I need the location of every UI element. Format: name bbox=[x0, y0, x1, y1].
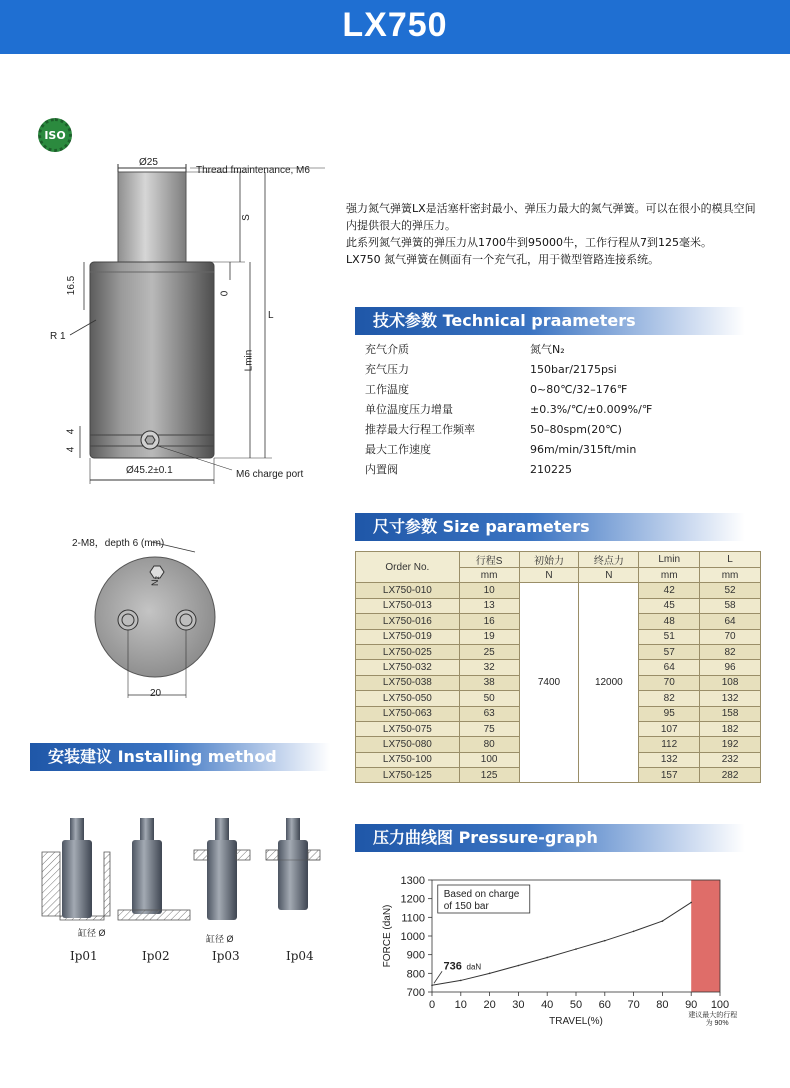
lmin-cell: 112 bbox=[639, 737, 700, 752]
order-cell: LX750-100 bbox=[356, 752, 460, 767]
spring-side-view bbox=[0, 150, 340, 500]
x-tick-label: 0 bbox=[428, 999, 436, 1011]
stroke-cell: 13 bbox=[459, 598, 519, 613]
lmin-cell: 64 bbox=[639, 660, 700, 675]
start-value-label: 736 bbox=[443, 960, 462, 973]
param-label: 充气压力 bbox=[365, 363, 409, 376]
table-header-row bbox=[356, 552, 761, 568]
stroke-cell: 50 bbox=[459, 691, 519, 706]
initial-force-cell: 7400 bbox=[519, 583, 579, 783]
y-tick-label: 700 bbox=[406, 987, 425, 999]
x-tick-label: 10 bbox=[454, 999, 467, 1011]
intro-line: 强力氮气弹簧LX是活塞杆密封最小、弹压力最大的氮气弹簧。可以在很小的模具空间内提供很大的弹压力。 bbox=[346, 202, 756, 232]
lmin-cell: 132 bbox=[639, 752, 700, 767]
length-cell: 82 bbox=[700, 644, 761, 659]
install-diagrams bbox=[40, 810, 340, 980]
stroke-cell: 19 bbox=[459, 629, 519, 644]
length-cell: 282 bbox=[700, 768, 761, 783]
stroke-cell: 38 bbox=[459, 675, 519, 690]
order-cell: LX750-125 bbox=[356, 768, 460, 783]
stroke-cell: 16 bbox=[459, 614, 519, 629]
force-curve-point bbox=[575, 948, 577, 950]
param-label: 充气介质 bbox=[365, 343, 409, 356]
param-label: 内置阀 bbox=[365, 463, 398, 476]
lmin-cell: 157 bbox=[639, 768, 700, 783]
length-cell: 192 bbox=[700, 737, 761, 752]
bore-note-ip03: 缸径 Ø bbox=[206, 934, 234, 944]
table-row bbox=[356, 583, 761, 598]
param-row bbox=[365, 360, 725, 380]
col-length: L bbox=[700, 552, 761, 568]
force-curve-point bbox=[460, 980, 462, 982]
order-cell: LX750-010 bbox=[356, 583, 460, 598]
param-row bbox=[365, 340, 725, 360]
x-tick-label: 80 bbox=[656, 999, 669, 1011]
lmin-cell: 82 bbox=[639, 691, 700, 706]
param-row bbox=[365, 380, 725, 400]
start-value-leader bbox=[434, 971, 442, 983]
length-cell: 158 bbox=[700, 706, 761, 721]
y-tick-label: 900 bbox=[406, 949, 425, 962]
size-params-header: 尺寸参数 Size parameters bbox=[355, 513, 745, 541]
final-force-cell: 12000 bbox=[579, 583, 639, 783]
force-curve-line bbox=[432, 902, 691, 985]
base-diameter-label: Ø45.2±0.1 bbox=[126, 465, 173, 476]
order-cell: LX750-019 bbox=[356, 629, 460, 644]
order-cell: LX750-025 bbox=[356, 644, 460, 659]
start-value-unit: daN bbox=[466, 962, 482, 972]
x-tick-label: 100 bbox=[710, 999, 730, 1011]
dim-16-5-label: 16.5 bbox=[66, 275, 78, 296]
radius-label: R 1 bbox=[50, 331, 66, 342]
force-curve-point bbox=[518, 965, 520, 967]
lmin-cell: 45 bbox=[639, 598, 700, 613]
force-curve-point bbox=[690, 902, 692, 904]
order-cell: LX750-038 bbox=[356, 675, 460, 690]
pressure-graph bbox=[380, 870, 780, 1040]
bottom-view-drawing bbox=[90, 530, 320, 710]
annotation-line: Based on charge bbox=[443, 889, 520, 900]
length-cell: 64 bbox=[700, 614, 761, 629]
stroke-label: S bbox=[240, 214, 252, 221]
order-cell: LX750-013 bbox=[356, 598, 460, 613]
force-curve-point bbox=[604, 940, 606, 942]
lmin-cell: 51 bbox=[639, 629, 700, 644]
y-tick-label: 1000 bbox=[400, 931, 425, 943]
param-value: 96m/min/315ft/min bbox=[530, 443, 637, 456]
unit-cell: mm bbox=[639, 568, 700, 583]
iso-badge-text: ISO bbox=[44, 128, 66, 142]
length-cell: 58 bbox=[700, 598, 761, 613]
col-initial-force: 初始力 bbox=[519, 552, 579, 568]
rod-diameter-label: Ø25 bbox=[139, 157, 158, 168]
lmin-label: Lmin bbox=[243, 349, 255, 372]
col-stroke: 行程S bbox=[459, 552, 519, 568]
side-view-drawing bbox=[0, 150, 340, 500]
order-cell: LX750-016 bbox=[356, 614, 460, 629]
intro-line: LX750 氮气弹簧在侧面有一个充气孔，用于微型管路连接系统。 bbox=[346, 253, 660, 266]
region-note-line: 为 90% bbox=[705, 1020, 729, 1027]
x-tick-label: 20 bbox=[483, 999, 496, 1011]
order-cell: LX750-050 bbox=[356, 691, 460, 706]
length-cell: 232 bbox=[700, 752, 761, 767]
stroke-cell: 10 bbox=[459, 583, 519, 598]
param-value: ±0.3%/℃/±0.009%/℉ bbox=[530, 403, 653, 416]
dim-0-label: 0 bbox=[219, 290, 231, 297]
x-tick-label: 90 bbox=[685, 999, 698, 1011]
charge-port-label: M6 charge port bbox=[236, 469, 304, 480]
param-row bbox=[365, 420, 725, 440]
x-tick-label: 50 bbox=[569, 999, 583, 1011]
param-value: 210225 bbox=[530, 463, 572, 476]
force-curve-point bbox=[662, 920, 664, 922]
x-tick-label: 60 bbox=[598, 999, 611, 1011]
length-cell: 108 bbox=[700, 675, 761, 690]
lmin-cell: 48 bbox=[639, 614, 700, 629]
lmin-cell: 42 bbox=[639, 583, 700, 598]
tech-params-header: 技术参数 Technical praameters bbox=[355, 307, 745, 335]
stroke-cell: 80 bbox=[459, 737, 519, 752]
pressure-chart bbox=[380, 870, 780, 1040]
bottom-view-note: 2-M8，depth 6 (mm) bbox=[72, 538, 165, 549]
param-label: 最大工作速度 bbox=[365, 443, 431, 456]
param-row bbox=[365, 460, 725, 480]
param-value: 0~80℃/32–176℉ bbox=[530, 383, 628, 396]
param-value: 50–80spm(20℃) bbox=[530, 423, 622, 436]
y-tick-label: 1300 bbox=[400, 875, 425, 887]
order-cell: LX750-032 bbox=[356, 660, 460, 675]
stroke-cell: 75 bbox=[459, 721, 519, 736]
unit-cell: mm bbox=[459, 568, 519, 583]
lmin-cell: 95 bbox=[639, 706, 700, 721]
size-table bbox=[355, 551, 761, 783]
intro-text bbox=[346, 200, 756, 268]
y-tick-label: 800 bbox=[406, 968, 425, 981]
region-note-line: 建议最大的行程 bbox=[688, 1012, 738, 1019]
dim-4-upper-label: 4 bbox=[65, 428, 77, 435]
dim-4-lower-label: 4 bbox=[65, 446, 77, 453]
y-axis-label: FORCE (daN) bbox=[382, 904, 393, 968]
install-label-ip03: Ip03 bbox=[212, 949, 240, 963]
x-tick-label: 40 bbox=[541, 999, 554, 1011]
param-row bbox=[365, 440, 725, 460]
annotation-line: of 150 bar bbox=[443, 901, 489, 912]
stroke-cell: 63 bbox=[459, 706, 519, 721]
hole-spacing-label: 20 bbox=[150, 688, 162, 699]
stroke-cell: 100 bbox=[459, 752, 519, 767]
force-curve-point bbox=[633, 931, 635, 933]
length-cell: 70 bbox=[700, 629, 761, 644]
lmin-cell: 70 bbox=[639, 675, 700, 690]
install-method-header: 安装建议 Installing method bbox=[30, 743, 330, 771]
unit-cell: N bbox=[579, 568, 639, 583]
unit-cell: N bbox=[519, 568, 579, 583]
unit-cell: mm bbox=[700, 568, 761, 583]
stroke-cell: 25 bbox=[459, 644, 519, 659]
param-label: 单位温度压力增量 bbox=[365, 403, 453, 416]
force-curve-point bbox=[489, 973, 491, 975]
length-label: L bbox=[268, 310, 274, 321]
length-cell: 132 bbox=[700, 691, 761, 706]
length-cell: 52 bbox=[700, 583, 761, 598]
lmin-cell: 107 bbox=[639, 721, 700, 736]
spring-bottom-view bbox=[90, 530, 320, 710]
col-lmin: Lmin bbox=[639, 552, 700, 568]
page-title: LX750 bbox=[342, 6, 448, 44]
length-cell: 96 bbox=[700, 660, 761, 675]
stroke-cell: 32 bbox=[459, 660, 519, 675]
y-tick-label: 1200 bbox=[400, 893, 425, 906]
col-order: Order No. bbox=[356, 552, 460, 583]
title-banner bbox=[0, 0, 790, 54]
recommended-limit-region bbox=[691, 880, 720, 992]
force-curve-point bbox=[546, 957, 548, 959]
order-cell: LX750-080 bbox=[356, 737, 460, 752]
x-tick-label: 70 bbox=[627, 999, 640, 1011]
param-value: 氮气N₂ bbox=[530, 343, 565, 356]
x-tick-label: 30 bbox=[512, 999, 525, 1011]
install-label-ip01: Ip01 bbox=[70, 949, 98, 963]
bore-note-ip01: 缸径 Ø bbox=[78, 928, 106, 938]
thread-note-label: Thread fmaintenance, M6 bbox=[196, 165, 310, 176]
iso-badge bbox=[38, 118, 72, 152]
y-tick-label: 1100 bbox=[401, 912, 425, 925]
force-curve-point bbox=[431, 984, 433, 986]
stroke-cell: 125 bbox=[459, 768, 519, 783]
install-label-ip02: Ip02 bbox=[142, 949, 170, 963]
gas-symbol-label: N₂ bbox=[150, 576, 160, 586]
tech-params-list bbox=[365, 340, 725, 480]
order-cell: LX750-075 bbox=[356, 721, 460, 736]
length-cell: 182 bbox=[700, 721, 761, 736]
order-cell: LX750-063 bbox=[356, 706, 460, 721]
intro-line: 此系列氮气弹簧的弹压力从1700牛到95000牛，工作行程从7到125毫米。 bbox=[346, 236, 712, 249]
x-axis-label: TRAVEL(%) bbox=[549, 1016, 603, 1027]
param-row bbox=[365, 400, 725, 420]
lmin-cell: 57 bbox=[639, 644, 700, 659]
col-final-force: 终点力 bbox=[579, 552, 639, 568]
param-label: 推荐最大行程工作频率 bbox=[365, 423, 475, 436]
pressure-graph-header: 压力曲线图 Pressure-graph bbox=[355, 824, 745, 852]
param-value: 150bar/2175psi bbox=[530, 363, 617, 376]
install-label-ip04: Ip04 bbox=[286, 949, 314, 963]
param-label: 工作温度 bbox=[365, 383, 409, 396]
